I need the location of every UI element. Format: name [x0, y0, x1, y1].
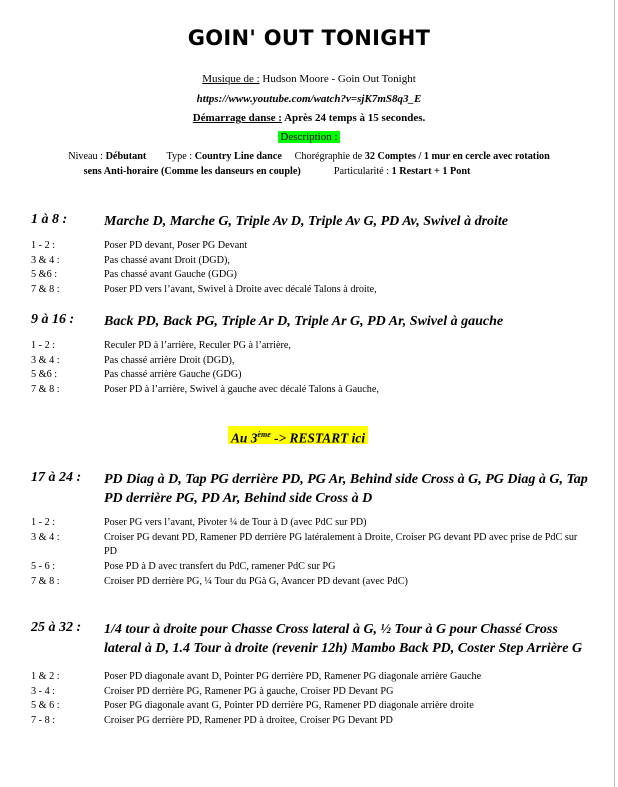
restart-banner [228, 426, 368, 444]
start-value: Après 24 temps à 15 secondes. [284, 112, 426, 124]
step-count: 1 - 2 : [31, 340, 56, 351]
step-count: 7 & 8 : [31, 384, 60, 395]
restart-suffix: -> RESTART ici [270, 430, 366, 446]
step-text: Pas chassé avant Droit (DGD), [104, 255, 230, 266]
step-text: Pas chassé arrière Gauche (GDG) [104, 369, 242, 380]
step-count: 3 - 4 : [31, 686, 56, 697]
step-count: 5 &6 : [31, 269, 58, 280]
start-label: Démarrage danse : [192, 112, 282, 124]
type-label: Type : [166, 151, 193, 162]
page-title: GOIN' OUT TONIGHT [187, 26, 431, 50]
step-text: Poser PG diagonale avant G, Pointer PD derrière PG, Ramener PD diagonale arrière droite [104, 700, 474, 711]
choreo-label: Chorégraphie de [294, 151, 363, 162]
choreo-value: 32 Comptes / 1 mur en cercle avec rotation [364, 151, 550, 162]
music-label: Musique de : [202, 73, 260, 85]
section-counts: 25 à 32 : [31, 620, 82, 635]
particularite-value: 1 Restart + 1 Pont [391, 166, 471, 177]
description-label: Description : [280, 131, 338, 143]
start-line [0, 112, 618, 124]
music-value: Hudson Moore - Goin Out Tonight [262, 73, 416, 85]
step-text: Poser PD vers l’avant, Swivel à Droite avec décalé Talons à droite, [104, 284, 377, 295]
step-count: 7 - 8 : [31, 715, 56, 726]
step-text: Pas chassé avant Gauche (GDG) [104, 269, 237, 280]
particularite-label: Particularité : [333, 166, 390, 177]
step-count: 3 & 4 : [31, 355, 60, 366]
step-text: Poser PG vers l’avant, Pivoter ¼ de Tour à D (avec PdC sur PD) [104, 517, 367, 528]
step-text: Pas chassé arrière Droit (DGD), [104, 355, 235, 366]
step-count: 1 - 2 : [31, 517, 56, 528]
description-heading [0, 131, 618, 143]
step-text: Croiser PG derrière PD, Ramener PD à droitee, Croiser PG Devant PD [104, 715, 393, 726]
step-count: 5 & 6 : [31, 700, 60, 711]
restart-prefix: Au 3 [231, 430, 258, 446]
step-text: Reculer PD à l’arrière, Reculer PG à l’arrière, [104, 340, 291, 351]
step-count: 5 - 6 : [31, 561, 56, 572]
step-text: Croiser PD derrière PG, ¼ Tour du PGà G, Avancer PD devant (avec PdC) [104, 576, 408, 587]
restart-sup: ème [257, 430, 271, 439]
step-text: Poser PD à l’arrière, Swivel à gauche avec décalé Talons à Gauche, [104, 384, 379, 395]
section-counts: 9 à 16 : [31, 312, 75, 327]
step-count: 3 & 4 : [31, 255, 60, 266]
step-text: Croiser PG devant PD, Ramener PD derrière PG latéralement à Droite, Croiser PG devant PD avec prise de PdC sur PD [104, 532, 578, 558]
section-title: Marche D, Marche G, Triple Av D, Triple Av G, PD Av, Swivel à droite [104, 214, 509, 229]
type-value: Country Line dance [194, 151, 282, 162]
step-count: 3 & 4 : [31, 532, 60, 543]
step-text: Poser PD devant, Poser PG Devant [104, 240, 248, 251]
step-count: 7 & 8 : [31, 284, 60, 295]
step-count: 7 & 8 : [31, 576, 60, 587]
section-title: PD Diag à D, Tap PG derrière PD, PG Ar, Behind side Cross à G, PG Diag à G, Tap PD derrière PG, PD Ar, Behind side Cross à D [104, 472, 588, 506]
step-text: Poser PD diagonale avant D, Pointer PG derrière PD, Ramener PG diagonale arrière Gauche [104, 671, 482, 682]
section-counts: 17 à 24 : [31, 470, 82, 485]
section-title: 1/4 tour à droite pour Chasse Cross lateral à G, ½ Tour à G pour Chassé Cross lateral à D, 1.4 Tour à droite (revenir 12h) Mambo Back PD, Coster Step Arrière G [104, 622, 583, 656]
info-line-2 [0, 166, 586, 177]
step-text: Croiser PD derrière PG, Ramener PG à gauche, Croiser PD Devant PG [104, 686, 394, 697]
info-line-1 [0, 151, 618, 162]
step-text: Pose PD à D avec transfert du PdC, ramener PdC sur PG [104, 561, 336, 572]
step-count: 1 & 2 : [31, 671, 60, 682]
step-count: 1 - 2 : [31, 240, 56, 251]
section-counts: 1 à 8 : [31, 212, 68, 227]
video-url[interactable]: https://www.youtube.com/watch?v=sjK7mS8q3_E [196, 93, 422, 105]
niveau-label: Niveau : [68, 151, 104, 162]
section-title: Back PD, Back PG, Triple Ar D, Triple Ar G, PD Ar, Swivel à gauche [104, 314, 504, 329]
niveau-value: Débutant [105, 151, 147, 162]
choreo-value-line2: sens Anti-horaire (Comme les danseurs en couple) [83, 166, 301, 177]
music-line [0, 73, 618, 85]
step-count: 5 &6 : [31, 369, 58, 380]
